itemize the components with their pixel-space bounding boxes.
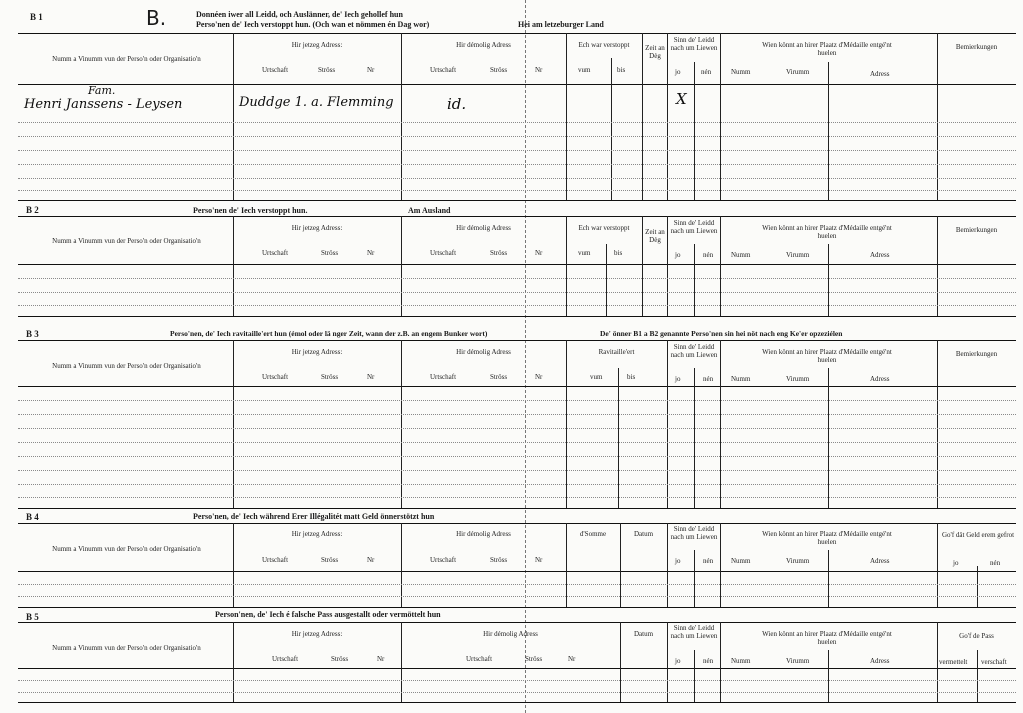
b2-col-suffered: Sinn de' Leidd nach um Liewen	[670, 219, 718, 235]
b3-sub-name: Numm	[731, 375, 751, 383]
b1-col-remarks: Bemierkungen	[955, 43, 998, 51]
b4-col-money: Go'f dät Geld erem gefrot	[942, 531, 1015, 539]
b3-sub-yes: jo	[675, 375, 681, 383]
b1-sub-nr: Nr	[367, 66, 375, 74]
b2-sub-street2: Ströss	[490, 249, 508, 257]
b5-sub-street: Ströss	[331, 655, 349, 663]
b1-col-medal: Wien könnt an hirer Plaatz d'Médaille entgé'nt huelen	[762, 41, 892, 57]
b1-col-name: Numm a Vinumm vun der Perso'n oder Organisatio'n	[52, 55, 201, 63]
b5-title: Person'nen, de' Iech é falsche Pass ausgestallt oder vermöttelt hun	[215, 610, 441, 619]
b1-sub-street: Ströss	[318, 66, 336, 74]
b3-title-note: De' önner B1 a B2 genannte Perso'nen sin hei nöt nach eng Ke'er opzeziélen	[600, 329, 843, 338]
b4-col-suffered: Sinn de' Leidd nach um Liewen	[670, 525, 718, 541]
b2-sub-to: bis	[614, 249, 623, 257]
b4-sub-locality: Urtschaft	[262, 556, 289, 564]
b4-sub-no: nén	[703, 557, 714, 565]
b1-entry-addr-now: Duddge 1. a. Flemming	[239, 95, 394, 110]
b2-sub-street: Ströss	[321, 249, 339, 257]
b5-sub-locality: Urtschaft	[272, 655, 299, 663]
b1-entry-mark: X	[676, 90, 687, 108]
b4-col-name: Numm a Vinumm vun der Perso'n oder Organisatio'n	[52, 545, 201, 553]
b4-sub-money-yes: jo	[953, 559, 959, 567]
b3-sub-street: Ströss	[321, 373, 339, 381]
b4-col-addr-now: Hir jetzeg Adress:	[291, 530, 343, 538]
b2-sub-name: Numm	[731, 251, 751, 259]
b4-sub-street: Ströss	[321, 556, 339, 564]
b3-sub-to: bis	[627, 373, 636, 381]
b4-sub-street2: Ströss	[490, 556, 508, 564]
form-letter: B.	[146, 6, 167, 30]
b5-sub-firstname: Virumm	[786, 657, 810, 665]
b2-col-medal: Wien könnt an hirer Plaatz d'Médaille entgé'nt huelen	[762, 224, 892, 240]
b4-sub-yes: jo	[675, 557, 681, 565]
b1-title-place: Hei am letzeburger Land	[518, 20, 604, 29]
b2-sub-from: vum	[578, 249, 591, 257]
b1-title-line1: Donnéen iwer all Leidd, och Auslänner, de' Iech gehollef hun	[196, 10, 403, 19]
b1-col-addr-now: Hir jetzeg Adress:	[291, 41, 343, 49]
b4-col-date: Datum	[633, 530, 654, 538]
b5-sub-name: Numm	[731, 657, 751, 665]
b4-title: Perso'nen, de' Iech während Erer Illégalitét matt Geld önnerstötzt hun	[193, 512, 435, 521]
b2-title: Perso'nen de' Iech verstoppt hun.	[193, 206, 308, 215]
b2-sub-nr2: Nr	[535, 249, 543, 257]
b3-col-suffered: Sinn de' Leidd nach um Liewen	[670, 343, 718, 359]
b2-col-time: Zeit an Dèg	[645, 228, 665, 244]
b4-sub-firstname: Virumm	[786, 557, 810, 565]
b3-col-remarks: Bemierkungen	[955, 350, 998, 358]
b5-sub-nr2: Nr	[568, 655, 576, 663]
b5-col-date: Datum	[633, 630, 654, 638]
b2-sub-no: nén	[703, 251, 714, 259]
b1-col-time: Zeit an Dèg	[645, 44, 665, 60]
b5-col-addr-then: Hir démolig Adress	[483, 630, 538, 638]
b2-sub-locality: Urtschaft	[262, 249, 289, 257]
b2-sub-nr: Nr	[367, 249, 375, 257]
b1-entry-addr-then: id.	[447, 95, 467, 113]
b1-sub-from: vum	[578, 66, 591, 74]
b4-sub-address: Adress	[870, 557, 890, 565]
b5-col-addr-now: Hir jetzeg Adress:	[291, 630, 343, 638]
b3-col-medal: Wien könnt an hirer Plaatz d'Médaille entgé'nt huelen	[762, 348, 892, 364]
b5-sub-locality2: Urtschaft	[466, 655, 493, 663]
b3-sub-nr: Nr	[367, 373, 375, 381]
b5-sub-mediated: verschaft	[981, 658, 1007, 666]
b5-col-pass: Go'f de Pass	[959, 632, 994, 640]
b1-sub-locality2: Urtschaft	[430, 66, 457, 74]
b2-col-remarks: Bemierkungen	[955, 226, 998, 234]
b2-col-addr-then: Hir démolig Adress	[456, 224, 511, 232]
b4-col-medal: Wien könnt an hirer Plaatz d'Médaille entgé'nt huelen	[762, 530, 892, 546]
b3-sub-locality: Urtschaft	[262, 373, 289, 381]
b4-sub-name: Numm	[731, 557, 751, 565]
b2-sub-firstname: Virumm	[786, 251, 810, 259]
b1-sub-to: bis	[617, 66, 626, 74]
b3-sub-street2: Ströss	[490, 373, 508, 381]
b1-col-suffered: Sinn de' Leidd nach um Liewen	[670, 36, 718, 52]
b3-sub-locality2: Urtschaft	[430, 373, 457, 381]
b1-sub-locality: Urtschaft	[262, 66, 289, 74]
b4-col-addr-then: Hir démolig Adress	[456, 530, 511, 538]
b3-col-name: Numm a Vinumm vun der Perso'n oder Organisatio'n	[52, 362, 201, 370]
b2-sub-yes: jo	[675, 251, 681, 259]
b3-col-addr-now: Hir jetzeg Adress:	[291, 348, 343, 356]
b5-col-name: Numm a Vinumm vun der Perso'n oder Organisatio'n	[52, 644, 201, 652]
b2-col-name: Numm a Vinumm vun der Perso'n oder Organisatio'n	[52, 237, 201, 245]
b1-sub-nr2: Nr	[535, 66, 543, 74]
b3-sub-address: Adress	[870, 375, 890, 383]
b2-title-place: Am Ausland	[408, 206, 451, 215]
b5-sub-yes: jo	[675, 657, 681, 665]
b3-col-addr-then: Hir démolig Adress	[456, 348, 511, 356]
b5-sub-no: nén	[703, 657, 714, 665]
b3-sub-from: vum	[590, 373, 603, 381]
b4-sub-locality2: Urtschaft	[430, 556, 457, 564]
b1-sub-yes: jo	[675, 68, 681, 76]
b5-sub-street2: Ströss	[525, 655, 543, 663]
b1-sub-no: nén	[701, 68, 712, 76]
b3-title: Perso'nen, de' Iech ravitaille'ert hun (émol oder lä nger Zeit, wann der z.B. an engem Bunker wort)	[170, 329, 488, 338]
b3-sub-firstname: Virumm	[786, 375, 810, 383]
section-b3-label: B 3	[26, 329, 39, 339]
b4-sub-nr: Nr	[367, 556, 375, 564]
section-b5-label: B 5	[26, 612, 39, 622]
b1-sub-street2: Ströss	[490, 66, 508, 74]
b1-sub-firstname: Virumm	[786, 68, 810, 76]
b5-sub-nr: Nr	[377, 655, 385, 663]
b4-sub-money-no: nén	[990, 559, 1001, 567]
b1-entry-name-prefix: Fam.	[88, 84, 116, 97]
b1-entry-name: Henri Janssens - Leysen	[24, 97, 183, 112]
b2-col-hidden: Ech war verstoppt	[578, 224, 630, 232]
section-b4-label: B 4	[26, 512, 39, 522]
b1-title-line2: Perso'nen de' Iech verstoppt hun. (Och wan et nömmen én Dag wor)	[196, 20, 430, 29]
b2-sub-address: Adress	[870, 251, 890, 259]
b2-col-addr-now: Hir jetzeg Adress:	[291, 224, 343, 232]
b5-sub-address: Adress	[870, 657, 890, 665]
b3-sub-nr2: Nr	[535, 373, 543, 381]
b5-col-medal: Wien könnt an hirer Plaatz d'Médaille entgé'nt huelen	[762, 630, 892, 646]
b3-col-supplied: Ravitaille'ert	[598, 348, 635, 356]
b4-col-sum: d'Somme	[579, 530, 607, 538]
b2-sub-locality2: Urtschaft	[430, 249, 457, 257]
b5-sub-issued: vermettelt	[939, 658, 968, 666]
b1-sub-name: Numm	[731, 68, 751, 76]
section-b1-label: B 1	[30, 12, 43, 22]
section-b2-label: B 2	[26, 205, 39, 215]
b1-col-addr-then: Hir démolig Adress	[456, 41, 511, 49]
b5-col-suffered: Sinn de' Leidd nach um Liewen	[670, 624, 718, 640]
b1-sub-address: Adress	[870, 70, 890, 78]
b1-col-hidden: Ech war verstoppt	[578, 41, 630, 49]
b4-sub-nr2: Nr	[535, 556, 543, 564]
b3-sub-no: nén	[703, 375, 714, 383]
